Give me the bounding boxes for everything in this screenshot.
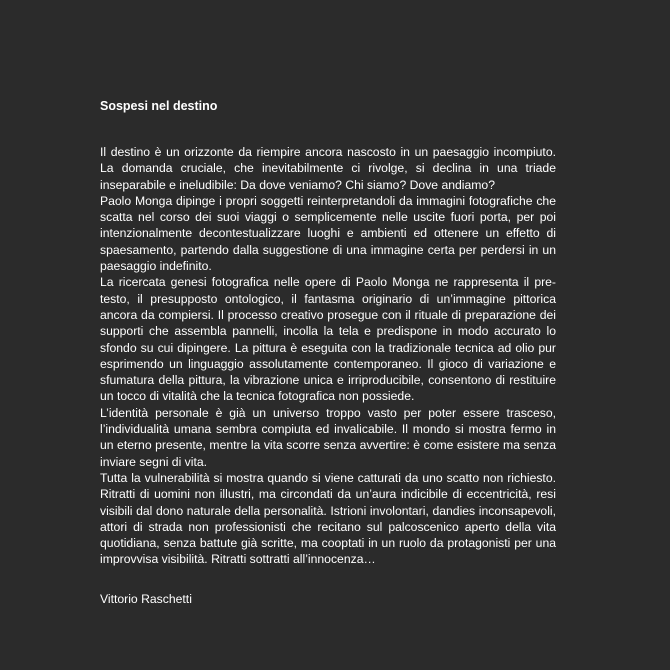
paragraph: Tutta la vulnerabilità si mostra quando si viene catturati da uno scatto non richiesto. Ritratti di uomini non illustri, ma circondati da un’aura indicibile di eccentricità, resi visibili dal dono naturale della personalità. Istrioni involontari, dandies inconsapevoli, attori di strada non professionisti che recitano sul palcoscenico aperto della vita quotidiana, senza battute già scritte, ma cooptati in un ruolo da protagonisti per una improvvisa visibilità. Ritratti sottratti all’innocenza… — [100, 470, 556, 567]
paragraph: Il destino è un orizzonte da riempire ancora nascosto in un paesaggio incompiuto. La domanda cruciale, che inevitabilmente ci rivolge, si declina in una triade inseparabile e ineludibile: Da dove veniamo? Chi siamo? Dove andiamo? — [100, 145, 556, 192]
paragraph: Paolo Monga dipinge i propri soggetti reinterpretandoli da immagini fotografiche che scatta nel corso dei suoi viaggi o semplicemente nelle uscite fuori porta, per poi intenzionalmente decontestualizzare luoghi e ambienti ed ottenere un effetto di spaesamento, partendo dalla suggestione di una immagine certa per perdersi in un paesaggio indefinito. — [100, 193, 556, 274]
paragraph: L’identità personale è già un universo troppo vasto per poter essere trasceso, l’individualità umana sembra compiuta ed invalicabile. Il mondo si mostra fermo in un eterno presente, mentre la vita scorre senza avvertire: è come esistere ma senza inviare segni di vita. — [100, 405, 556, 469]
paragraph: La ricercata genesi fotografica nelle opere di Paolo Monga ne rappresenta il pre-testo, il presupposto ontologico, il fantasma originario di un’immagine pittorica ancora da compiersi. Il processo creativo prosegue con il rituale di preparazione dei supporti che assembla pannelli, incolla la tela e predispone in modo accurato lo sfondo su cui dipingere. La pittura è eseguita con la tradizionale tecnica ad olio pur esprimendo un linguaggio assolutamente contemporaneo. Il gioco di variazione e sfumatura della pittura, la vibrazione unica e irriproducibile, consentono di restituire un tocco di vitalità che la tecnica fotografica non possiede. — [100, 275, 556, 404]
document-title: Sospesi nel destino — [100, 99, 218, 113]
document-body — [100, 144, 556, 568]
author-signature: Vittorio Raschetti — [100, 592, 192, 606]
